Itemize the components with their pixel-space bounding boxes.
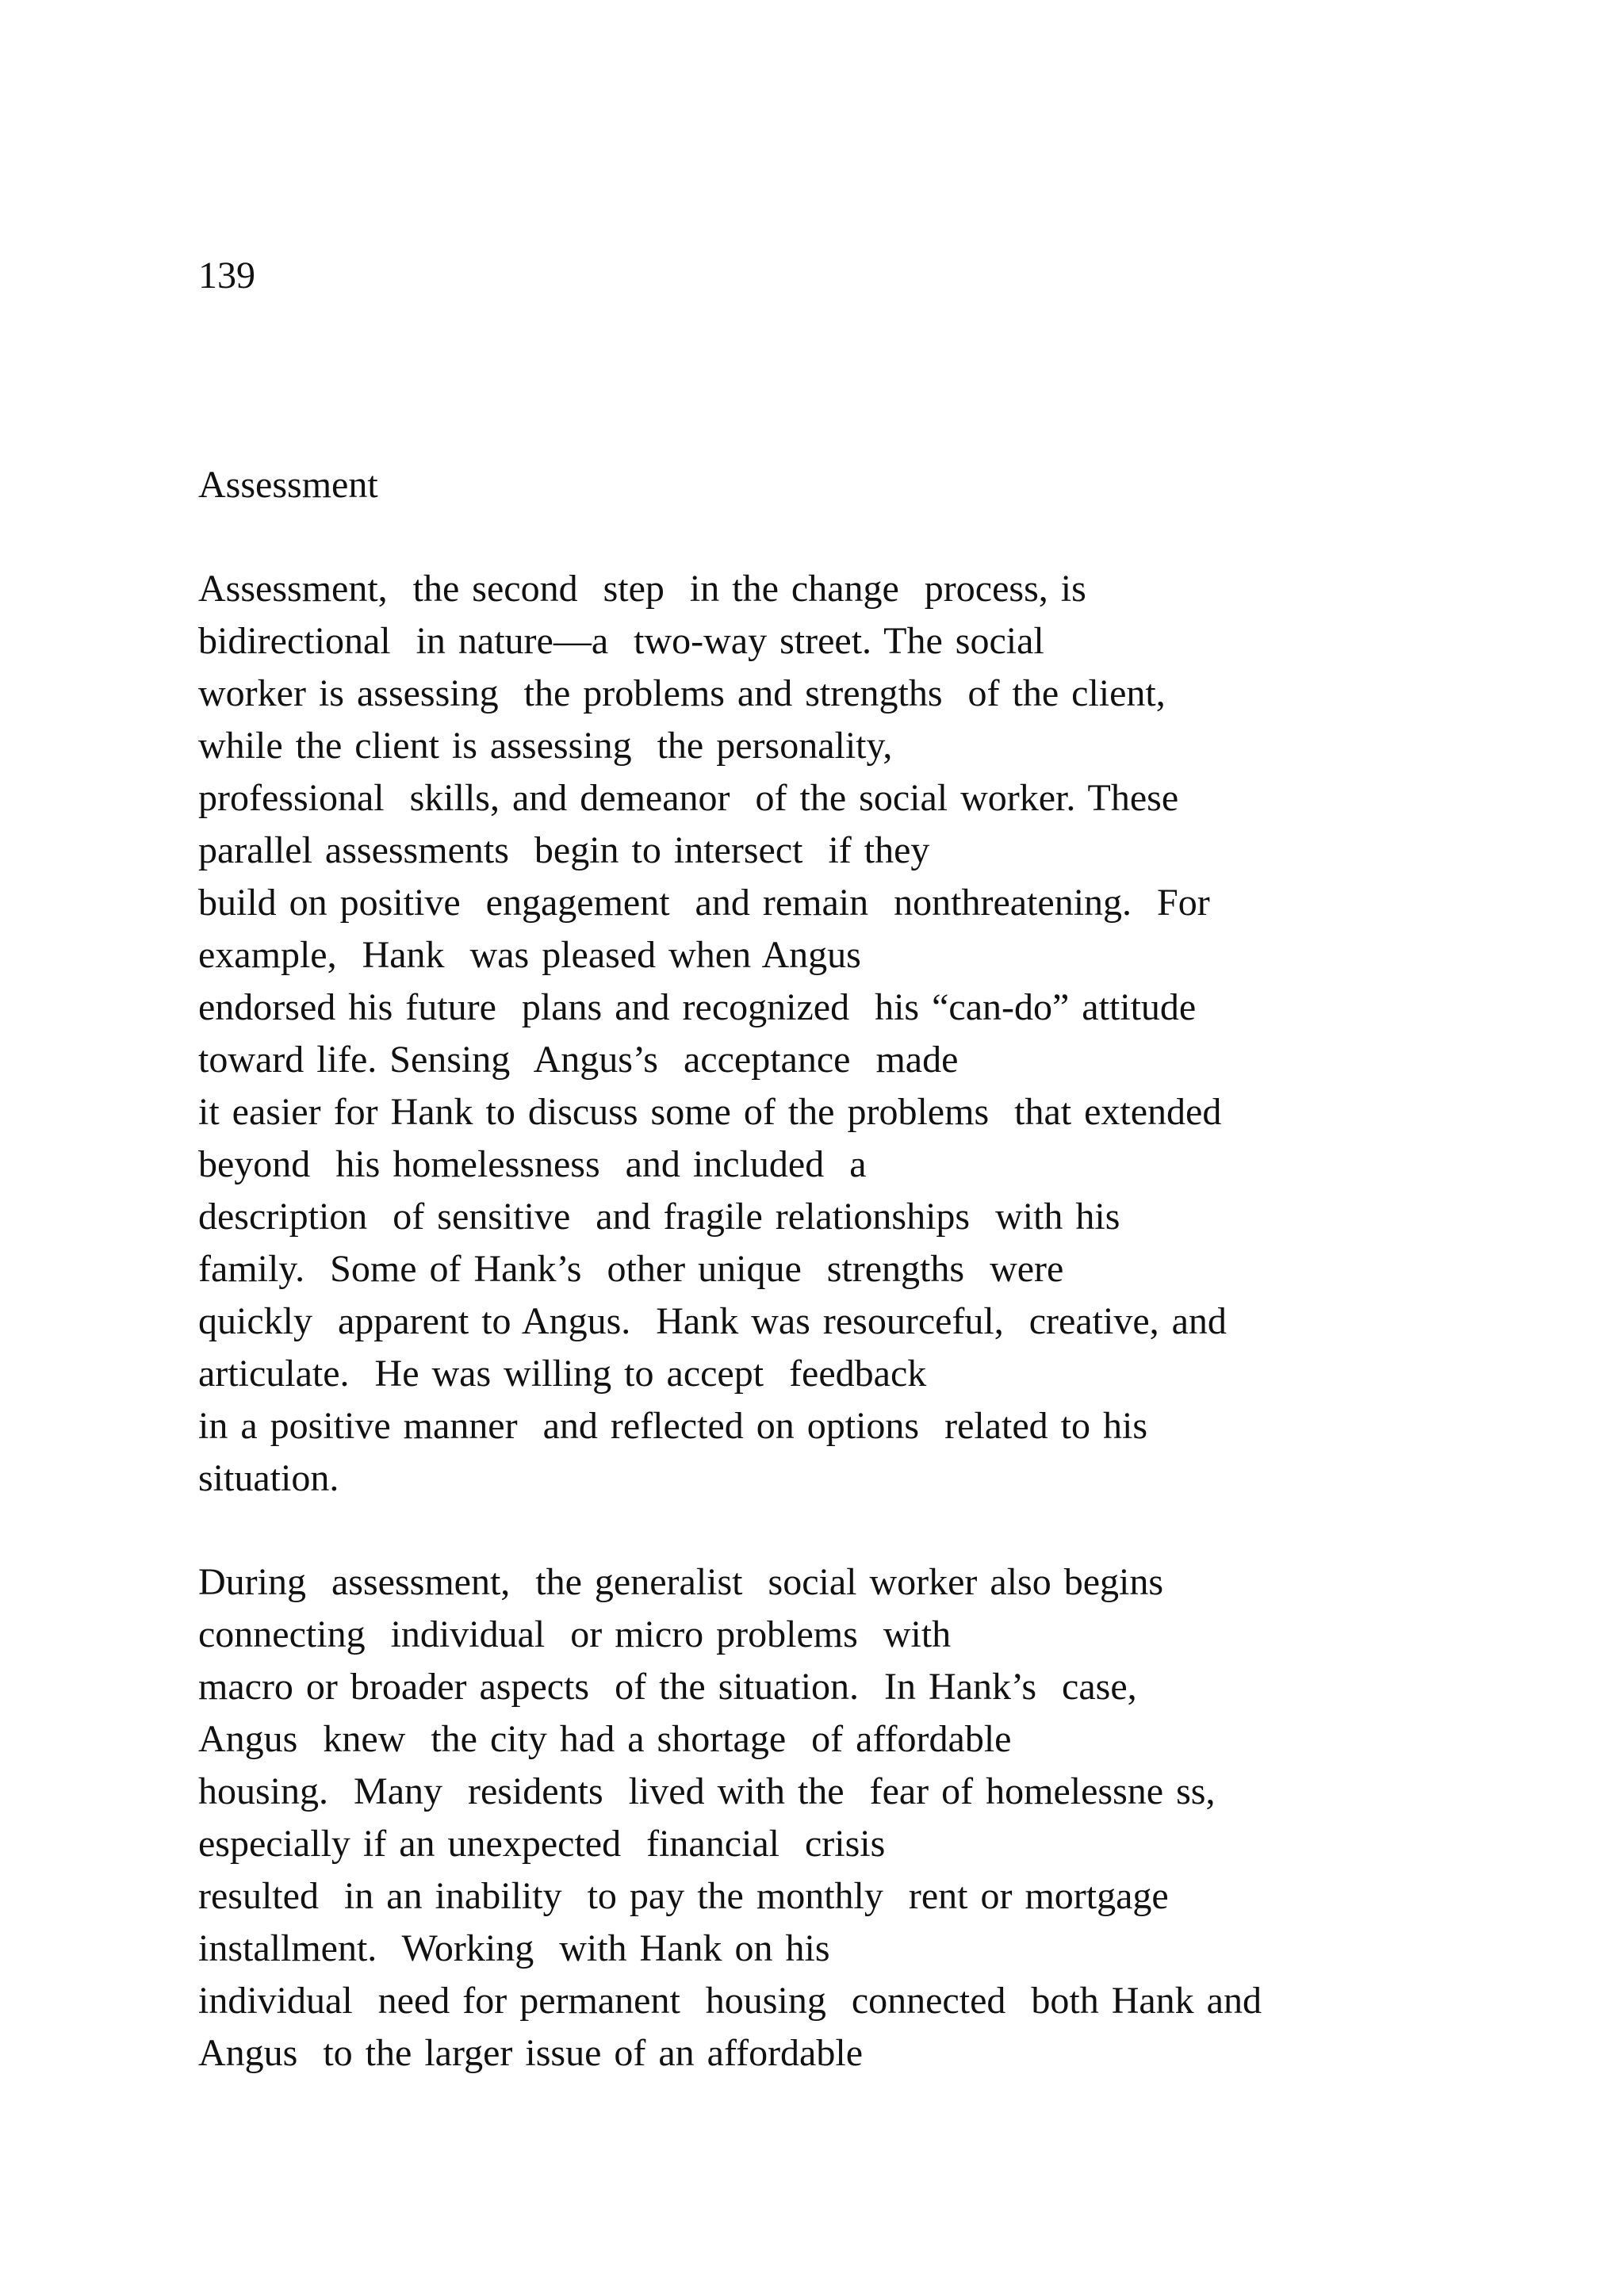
paragraph-line: family. Some of Hank’s other unique strengths were: [198, 1248, 1064, 1290]
paragraph-line: especially if an unexpected financial crisis: [198, 1823, 886, 1865]
paragraph-line: worker is assessing the problems and strengths of the client,: [198, 672, 1166, 714]
paragraph-line: installment. Working with Hank on his: [198, 1927, 830, 1969]
paragraph-line: macro or broader aspects of the situation. In Hank’s case,: [198, 1666, 1137, 1708]
paragraph-line: individual need for permanent housing connected both Hank and: [198, 1980, 1262, 2022]
paragraph-line: while the client is assessing the personality,: [198, 725, 893, 767]
paragraph-line: Angus to the larger issue of an affordable: [198, 2032, 863, 2074]
document-page: [198, 0, 1546, 2296]
paragraph-line: quickly apparent to Angus. Hank was resourceful, creative, and: [198, 1300, 1227, 1342]
paragraph-1: [198, 563, 1227, 1505]
paragraph-2: [198, 1556, 1262, 2080]
paragraph-line: description of sensitive and fragile relationships with his: [198, 1196, 1120, 1238]
paragraph-line: professional skills, and demeanor of the social worker. These: [198, 777, 1179, 819]
paragraph-line: During assessment, the generalist social worker also begins: [198, 1561, 1164, 1603]
paragraph-line: bidirectional in nature—a two-way street. The social: [198, 620, 1044, 662]
paragraph-line: Angus knew the city had a shortage of affordable: [198, 1718, 1012, 1760]
paragraph-line: endorsed his future plans and recognized his “can-do” attitude: [198, 986, 1197, 1028]
paragraph-line: connecting individual or micro problems with: [198, 1613, 952, 1655]
paragraph-line: resulted in an inability to pay the monthly rent or mortgage: [198, 1875, 1169, 1917]
paragraph-line: articulate. He was willing to accept feedback: [198, 1353, 927, 1395]
paragraph-line: housing. Many residents lived with the fear of homelessne ss,: [198, 1770, 1216, 1812]
paragraph-line: it easier for Hank to discuss some of the problems that extended: [198, 1091, 1222, 1133]
paragraph-line: situation.: [198, 1457, 339, 1499]
paragraph-line: in a positive manner and reflected on options related to his: [198, 1405, 1147, 1447]
paragraph-line: toward life. Sensing Angus’s acceptance made: [198, 1039, 959, 1081]
paragraph-line: Assessment, the second step in the change process, is: [198, 568, 1086, 610]
paragraph-line: example, Hank was pleased when Angus: [198, 934, 861, 976]
paragraph-line: build on positive engagement and remain nonthreatening. For: [198, 882, 1210, 924]
page-number: 139: [198, 254, 255, 297]
section-heading: Assessment: [198, 464, 378, 506]
paragraph-line: parallel assessments begin to intersect if they: [198, 829, 930, 871]
paragraph-line: beyond his homelessness and included a: [198, 1143, 867, 1185]
